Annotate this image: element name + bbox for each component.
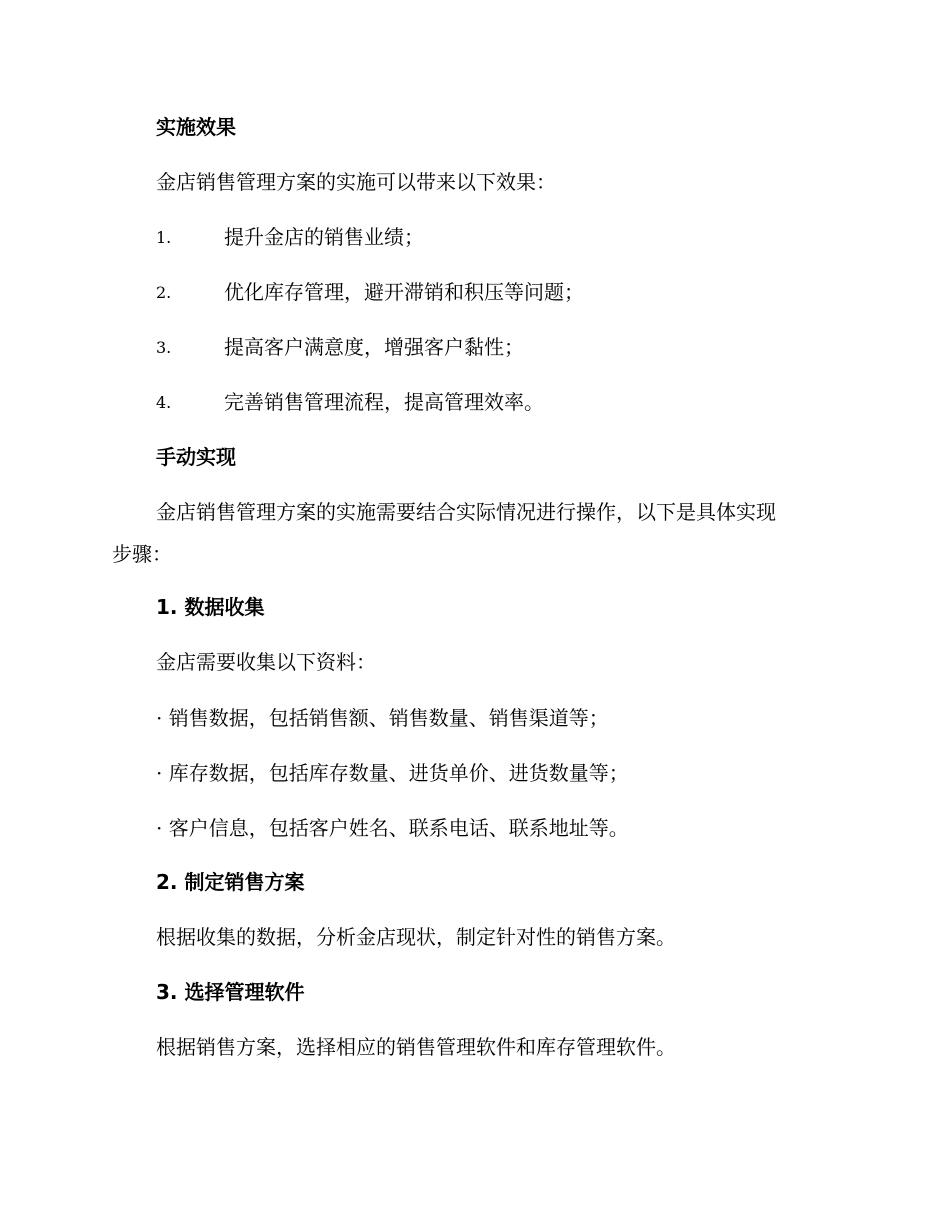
list-item-text: 完善销售管理流程，提高管理效率。 [224, 390, 544, 414]
manual-intro-line2: 步骤： [112, 542, 172, 566]
step3-heading: 3. 选择管理软件 [156, 980, 305, 1004]
list-item-text: 提高客户满意度，增强客户黏性； [224, 335, 524, 359]
effects-intro: 金店销售管理方案的实施可以带来以下效果： [156, 170, 556, 194]
step2-text: 根据收集的数据，分析金店现状，制定针对性的销售方案。 [156, 925, 676, 949]
bullet-item: · 客户信息，包括客户姓名、联系电话、联系地址等。 [156, 816, 629, 840]
list-item-number: 3. [156, 338, 172, 357]
bullet-item: · 销售数据，包括销售额、销售数量、销售渠道等； [156, 706, 609, 730]
list-item-text: 提升金店的销售业绩； [224, 225, 424, 249]
step3-text: 根据销售方案，选择相应的销售管理软件和库存管理软件。 [156, 1035, 676, 1059]
list-item-number: 4. [156, 393, 172, 412]
bullet-item: · 库存数据，包括库存数量、进货单价、进货数量等； [156, 761, 629, 785]
step1-intro: 金店需要收集以下资料： [156, 650, 376, 674]
list-item-text: 优化库存管理，避开滞销和积压等问题； [224, 280, 584, 304]
manual-intro-line1: 金店销售管理方案的实施需要结合实际情况进行操作，以下是具体实现 [156, 500, 776, 524]
list-item-number: 1. [156, 228, 172, 247]
step1-heading: 1. 数据收集 [156, 595, 265, 619]
step2-heading: 2. 制定销售方案 [156, 870, 305, 894]
section-heading-manual: 手动实现 [156, 445, 236, 469]
list-item-number: 2. [156, 283, 172, 302]
section-heading-effects: 实施效果 [156, 115, 236, 139]
